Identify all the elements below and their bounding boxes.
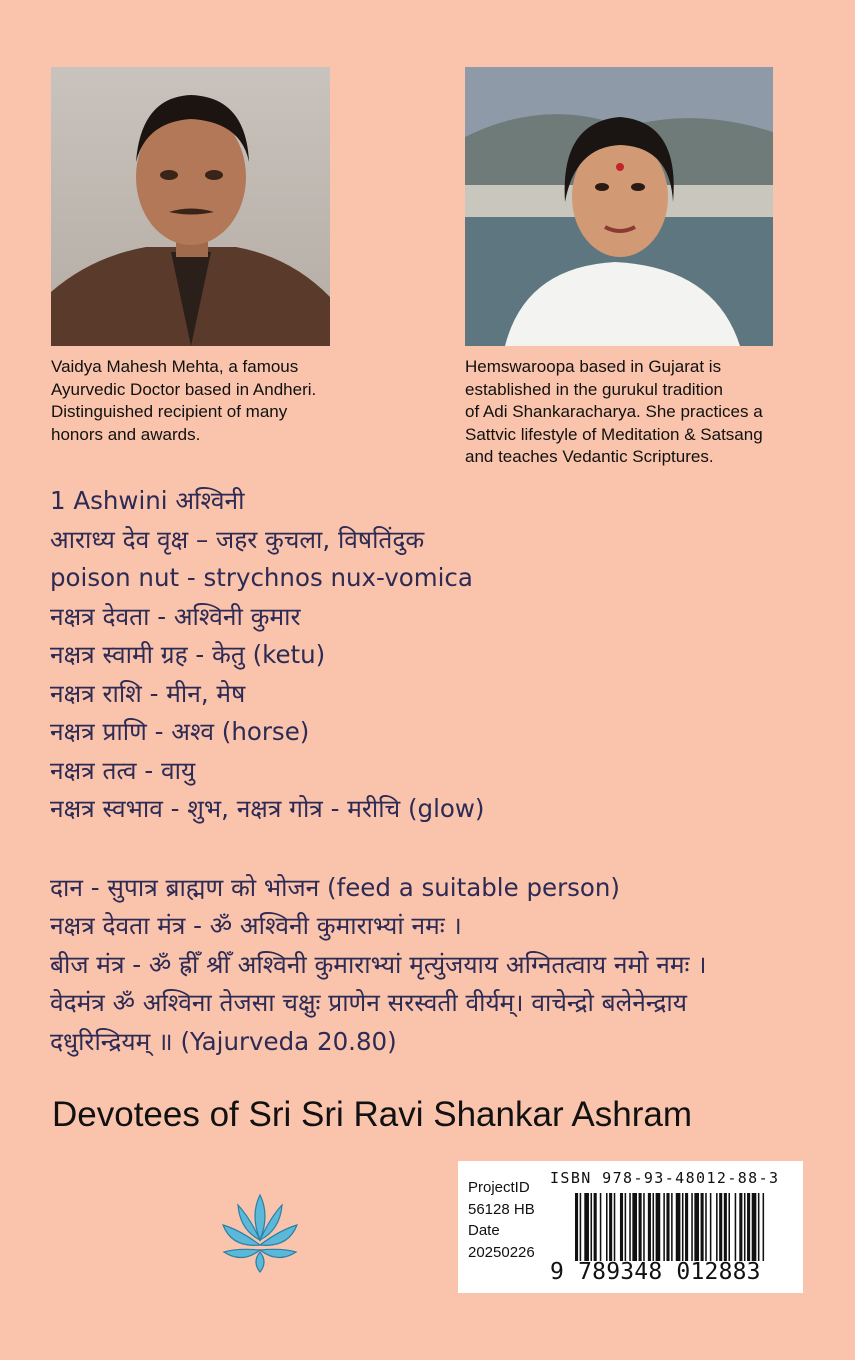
- barcode-bar: [701, 1193, 704, 1261]
- publisher-title: Devotees of Sri Sri Ravi Shankar Ashram: [52, 1095, 692, 1134]
- barcode-bar: [671, 1193, 673, 1261]
- mantra-line: बीज मंत्र - ॐ ह्रीँ श्रीँ अश्विनी कुमाराभ्यां मृत्युंजयाय अग्नितत्वाय नमो नमः ।: [50, 949, 707, 979]
- author-caption-right: [465, 356, 825, 469]
- barcode-bar: [625, 1193, 627, 1261]
- barcode-bar: [580, 1193, 582, 1261]
- caption-line: Sattvic lifestyle of Meditation & Satsang: [465, 424, 763, 444]
- barcode-bar: [728, 1193, 730, 1261]
- fact-line: नक्षत्र राशि - मीन, मेष: [50, 678, 246, 708]
- date-label: Date: [468, 1222, 500, 1239]
- barcode-bar: [584, 1193, 589, 1261]
- project-id: 56128 HB: [468, 1200, 535, 1218]
- barcode-bar: [716, 1193, 718, 1261]
- barcode-bar: [735, 1193, 737, 1261]
- barcode-bar: [710, 1193, 712, 1261]
- barcode-bar: [606, 1193, 608, 1261]
- barcode-bar: [752, 1193, 757, 1261]
- barcode-bar: [620, 1193, 623, 1261]
- mantra-line: दधुरिन्द्रियम्‌ ॥ (Yajurveda 20.80): [50, 1026, 397, 1056]
- barcode-bar: [719, 1193, 722, 1261]
- barcode-bar: [705, 1193, 707, 1261]
- fact-line: नक्षत्र स्वामी ग्रह - केतु (ketu): [50, 640, 326, 669]
- barcode-bar: [744, 1193, 746, 1261]
- barcode-bar: [763, 1193, 765, 1261]
- barcode-bar: [676, 1193, 681, 1261]
- caption-line: Vaidya Mahesh Mehta, a famous: [51, 357, 299, 376]
- barcode-bar: [758, 1193, 760, 1261]
- fact-line-title: 1 Ashwini अश्विनी: [50, 486, 245, 515]
- barcode-bar: [614, 1193, 616, 1261]
- fact-line: आराध्य देव वृक्ष – जहर कुचला, विषतिंदुक: [50, 524, 425, 554]
- author-photo-hemswaroopa: [465, 67, 773, 346]
- barcode-bar: [653, 1193, 655, 1261]
- barcode-bar: [666, 1193, 669, 1261]
- barcode-bar: [575, 1193, 578, 1261]
- barcode-bar: [600, 1193, 602, 1261]
- spacer: [50, 829, 707, 869]
- caption-line: Distinguished recipient of many: [51, 402, 288, 421]
- caption-line: Ayurvedic Doctor based in Andheri.: [51, 379, 317, 399]
- nakshatra-facts: [50, 482, 707, 1061]
- fact-line: नक्षत्र तत्व - वायु: [50, 755, 196, 785]
- barcode-bar: [632, 1193, 637, 1261]
- fact-line: नक्षत्र देवता - अश्विनी कुमार: [50, 601, 301, 631]
- barcode-bar: [609, 1193, 612, 1261]
- project-id-label: ProjectID: [468, 1179, 530, 1196]
- barcode-bar: [656, 1193, 661, 1261]
- date-value: 20250226: [468, 1243, 535, 1261]
- barcode-bar: [739, 1193, 742, 1261]
- barcode-bar: [682, 1193, 684, 1261]
- barcode-bar: [694, 1193, 699, 1261]
- barcode-bar: [648, 1193, 651, 1261]
- caption-line: Hemswaroopa based in Gujarat is: [465, 357, 722, 376]
- mantra-line: दान - सुपात्र ब्राह्मण को भोजन (feed a suitable person): [50, 872, 620, 902]
- fact-line: नक्षत्र स्वभाव - शुभ, नक्षत्र गोत्र - मरीचि (glow): [50, 794, 485, 823]
- barcode-bar: [629, 1193, 631, 1261]
- barcode-bar: [747, 1193, 750, 1261]
- lotus-logo-icon: [220, 1190, 300, 1275]
- caption-line: honors and awards.: [51, 424, 201, 444]
- fact-line: नक्षत्र प्राणि - अश्व (horse): [50, 717, 310, 746]
- barcode-bar: [591, 1193, 593, 1261]
- barcode-bar: [691, 1193, 693, 1261]
- barcode-bar: [594, 1193, 597, 1261]
- barcode-bar: [724, 1193, 727, 1261]
- caption-line: established in the gurukul tradition: [465, 379, 723, 399]
- barcode-bar: [663, 1193, 665, 1261]
- barcode-digits: 9 789348 012883: [550, 1259, 761, 1285]
- author-caption-left: [51, 356, 381, 446]
- mantra-line: वेदमंत्र ॐ अश्विना तेजसा चक्षुः प्राणेन सरस्वती वीर्यम्‌। वाचेन्द्रो बलेनेन्द्राय: [50, 988, 687, 1017]
- caption-line: of Adi Shankaracharya. She practices a: [465, 402, 763, 421]
- barcode-bar: [643, 1193, 645, 1261]
- barcode-bar: [639, 1193, 642, 1261]
- isbn-text: ISBN 978-93-48012-88-3: [550, 1169, 780, 1187]
- fact-line: poison nut - strychnos nux-vomica: [50, 563, 473, 592]
- barcode-bar: [685, 1193, 688, 1261]
- author-photo-mahesh-mehta: [51, 67, 330, 346]
- caption-line: and teaches Vedantic Scriptures.: [465, 447, 714, 466]
- mantra-line: नक्षत्र देवता मंत्र - ॐ अश्विनी कुमाराभ्यां नमः ।: [50, 911, 462, 940]
- barcode-box: [458, 1161, 803, 1293]
